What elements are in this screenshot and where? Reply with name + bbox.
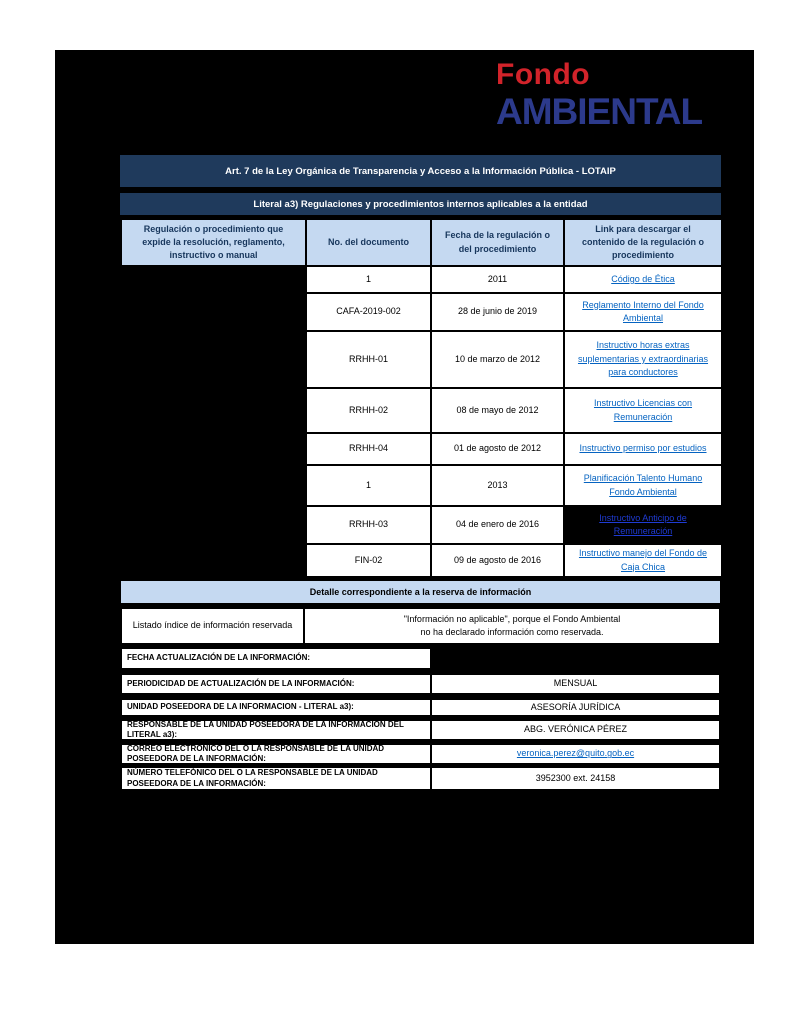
download-link-cell [564, 506, 722, 544]
lotaip-table-content [120, 155, 721, 791]
column-header-document-no: No. del documento [306, 219, 431, 266]
logo-ambiental-text: AMBIENTAL [496, 91, 703, 132]
info-field-value: MENSUAL [430, 673, 721, 695]
regulation-date-cell: 01 de agosto de 2012 [431, 433, 564, 465]
document-number-cell: CAFA-2019-002 [306, 293, 431, 331]
info-field-label: NÚMERO TELEFÓNICO DEL O LA RESPONSABLE DE LA UNIDAD POSEEDORA DE LA INFORMACIÓN: [120, 766, 432, 791]
info-fields-section [120, 647, 721, 791]
regulation-date-cell: 10 de marzo de 2012 [431, 331, 564, 388]
regulation-date-cell: 04 de enero de 2016 [431, 506, 564, 544]
empty-regulation-name-cell [121, 506, 306, 544]
download-link-cell [564, 465, 722, 506]
fondo-ambiental-logo [496, 60, 702, 130]
info-field-label: FECHA ACTUALIZACIÓN DE LA INFORMACIÓN: [120, 647, 432, 670]
info-field-row [120, 698, 721, 717]
empty-regulation-name-cell [121, 388, 306, 433]
regulation-row [121, 544, 722, 577]
regulation-row [121, 388, 722, 433]
download-link-cell [564, 266, 722, 293]
info-field-value: ASESORÍA JURÍDICA [430, 698, 721, 717]
column-header-regulation: Regulación o procedimiento que expide la resolución, reglamento, instructivo o manual [121, 219, 306, 266]
reserve-value [303, 607, 721, 645]
download-link-cell [564, 293, 722, 331]
empty-regulation-name-cell [121, 433, 306, 465]
regulations-table [120, 218, 723, 578]
regulation-row [121, 506, 722, 544]
info-field-row [120, 719, 721, 741]
regulation-row [121, 266, 722, 293]
download-link[interactable]: Código de Ética [611, 273, 675, 284]
info-field-row [120, 673, 721, 695]
regulation-date-cell: 2011 [431, 266, 564, 293]
regulation-date-cell: 2013 [431, 465, 564, 506]
download-link-cell [564, 544, 722, 577]
email-link[interactable]: veronica.perez@quito.gob.ec [516, 748, 635, 759]
article-title-bar: Art. 7 de la Ley Orgánica de Transparencia y Acceso a la Información Pública - LOTAIP [120, 155, 721, 187]
reserve-section-bar: Detalle correspondiente a la reserva de información [120, 580, 721, 604]
info-field-row [120, 766, 721, 791]
reserve-value-line1: "Información no aplicable", porque el Fondo Ambiental [403, 613, 621, 624]
download-link-cell [564, 331, 722, 388]
info-field-label: CORREO ELECTRÓNICO DEL O LA RESPONSABLE DE LA UNIDAD POSEEDORA DE LA INFORMACIÓN: [120, 743, 432, 765]
download-link[interactable]: Planificación Talento Humano Fondo Ambiental [583, 473, 703, 497]
info-field-label: UNIDAD POSEEDORA DE LA INFORMACION - LITERAL a3): [120, 698, 432, 717]
info-field-value [430, 647, 721, 670]
regulation-row [121, 465, 722, 506]
document-number-cell: RRHH-02 [306, 388, 431, 433]
empty-regulation-name-cell [121, 293, 306, 331]
info-field-label: PERIODICIDAD DE ACTUALIZACIÓN DE LA INFORMACIÓN: [120, 673, 432, 695]
empty-regulation-name-cell [121, 331, 306, 388]
column-header-link: Link para descargar el contenido de la regulación o procedimiento [564, 219, 722, 266]
document-number-cell: RRHH-03 [306, 506, 431, 544]
column-header-date: Fecha de la regulación o del procedimiento [431, 219, 564, 266]
download-link[interactable]: Instructivo permiso por estudios [579, 443, 707, 454]
info-field-row [120, 743, 721, 765]
download-link[interactable]: Instructivo manejo del Fondo de Caja Chica [578, 548, 708, 572]
empty-regulation-name-cell [121, 465, 306, 506]
info-field-row [120, 647, 721, 670]
logo-fondo-text: Fondo [496, 58, 591, 91]
download-link[interactable]: Instructivo horas extras suplementarias y extraordinarias para conductores [577, 340, 709, 378]
document-number-cell: RRHH-01 [306, 331, 431, 388]
download-link-cell [564, 433, 722, 465]
regulation-row [121, 293, 722, 331]
download-link[interactable]: Instructivo Licencias con Remuneración [593, 398, 693, 422]
empty-regulation-name-cell [121, 544, 306, 577]
empty-regulation-name-cell [121, 266, 306, 293]
document-number-cell: RRHH-04 [306, 433, 431, 465]
info-field-value [430, 743, 721, 765]
regulation-date-cell: 08 de mayo de 2012 [431, 388, 564, 433]
literal-subtitle-bar: Literal a3) Regulaciones y procedimientos internos aplicables a la entidad [120, 193, 721, 215]
download-link-cell [564, 388, 722, 433]
download-link[interactable]: Reglamento Interno del Fondo Ambiental [582, 299, 704, 323]
document-number-cell: 1 [306, 266, 431, 293]
info-field-value: 3952300 ext. 24158 [430, 766, 721, 791]
regulation-date-cell: 28 de junio de 2019 [431, 293, 564, 331]
info-field-label: RESPONSABLE DE LA UNIDAD POSEEDORA DE LA INFORMACIÓN DEL LITERAL a3): [120, 719, 432, 741]
reserve-row [120, 607, 721, 645]
regulation-row [121, 331, 722, 388]
download-link[interactable]: Instructivo Anticipo de Remuneración [599, 512, 687, 536]
info-field-value: ABG. VERÓNICA PÉREZ [430, 719, 721, 741]
regulations-header-row [121, 219, 722, 266]
document-canvas [55, 50, 754, 944]
document-number-cell: 1 [306, 465, 431, 506]
reserve-value-line2: no ha declarado información como reservada. [420, 627, 604, 637]
regulation-row [121, 433, 722, 465]
regulation-date-cell: 09 de agosto de 2016 [431, 544, 564, 577]
document-number-cell: FIN-02 [306, 544, 431, 577]
reserve-label: Listado índice de información reservada [120, 607, 305, 645]
